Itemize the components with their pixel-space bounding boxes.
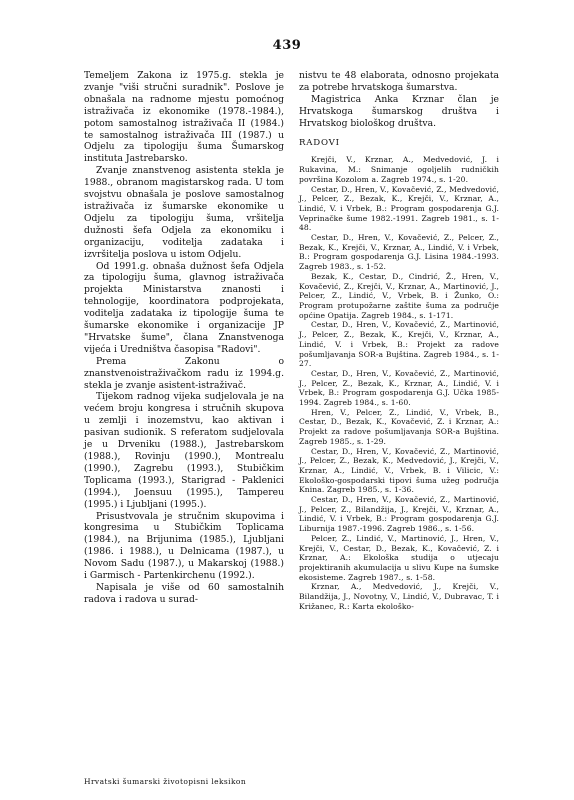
paragraph: Temeljem Zakona iz 1975.g. stekla je zvanje "viši stručni suradnik". Poslove je obnašala na radnome mjestu pomoćnog istraživača iz ekonomike (1978.-1984.), potom samostalnog istraživača II (1984.) te samostalnog istraživača III (1987.) u Odjelu za tipologiju šuma Šumarskog instituta Jastrebarsko. — [84, 70, 284, 165]
left-column — [84, 70, 284, 606]
paragraph: Od 1991.g. obnaša dužnost šefa Odjela za tipologiju šuma, glavnog istraživača projekta Ministarstva znanosti i tehnologije, koordinatora podprojekata, voditelja zadataka iz tipologije šuma te šumarske ekonomike i organizacije JP "Hrvatske šume", člana Znanstvenoga vijeća i Uredništva časopisa "Radovi". — [84, 260, 284, 355]
footer-text: Hrvatski šumarski životopisni leksikon — [84, 777, 247, 786]
paragraph: Prema Zakonu o znanstvenoistraživačkom radu iz 1994.g. stekla je zvanje asistent-istraživač. — [84, 355, 284, 391]
reference-entry: Hren, V., Pelcer, Z., Lindić, V., Vrbek, B., Cestar, D., Bezak, K., Kovačević, Z. i Krznar, A.: Projekt za radove pošumljavanja SOR-a Bujština. Zagreb 1985., s. 1-29. — [299, 407, 499, 446]
paragraph: nistvu te 48 elaborata, odnosno projekata za potrebe hrvatskoga šumarstva. — [299, 70, 499, 93]
reference-entry: Cestar, D., Hren, V., Kovačević, Z., Martinović, J., Pelcer, Z., Bezak, K., Krejči, V., Krznar, A., Lindić, V. i Vrbek, B.: Projekt za radove pošumljavanja SOR-a Bujština. Zagreb 1984., s. 1-27. — [299, 320, 499, 369]
page-number: 439 — [272, 38, 302, 53]
reference-entry: Krejči, V., Krznar, A., Medvedović, J. i Rukavina, M.: Snimanje ogoljelih rudničkih površina Kozolom a. Zagreb 1974., s. 1-20. — [299, 155, 499, 184]
reference-entry: Cestar, D., Hren, V., Kovačević, Z., Medvedović, J., Pelcer, Z., Bezak, K., Krejči, V., Krznar, A., Lindić, V. i Vrbek, B.: Program gospodarenja G.J. Veprinačke šume 1982.-1991. Zagreb 1981., s. 1-48. — [299, 184, 499, 233]
paragraph: Prisustvovala je stručnim skupovima i kongresima u Stubičkim Toplicama (1984.), na Brijunima (1985.), Ljubljani (1986. i 1988.), u Delnicama (1987.), u Novom Sadu (1987.), u Makarskoj (1988.) i Garmisch - Partenkirchenu (1992.). — [84, 510, 284, 582]
right-column — [299, 70, 499, 611]
paragraph: Napisala je više od 60 samostalnih radova i radova u surad- — [84, 581, 284, 605]
paragraph: Zvanje znanstvenog asistenta stekla je 1988., obranom magistarskog rada. U tom svojstvu obnašala je poslove samostalnog istraživača iz šumarske ekonomike u Odjelu za tipologiju šuma, vršitelja dužnosti šefa Odjela za ekonomiku i organizaciju, voditelja zadataka i izvršitelja poslova u istom Odjelu. — [84, 165, 284, 260]
reference-entry: Pelcer, Z., Lindić, V., Martinović, J., Hren, V., Krejči, V., Cestar, D., Bezak, K., Kovačević, Z. i Krznar, A.: Ekološka studija o utjecaju projektiranih akumulacija u slivu Kupe na šumske ekosisteme. Zagreb 1987., s. 1-58. — [299, 533, 499, 582]
paragraph: Magistrica Anka Krznar član je Hrvatskoga šumarskog društva i Hrvatskog biološkog društva. — [299, 93, 499, 129]
reference-entry: Bezak, K., Cestar, D., Cindrić, Ž., Hren, V., Kovačević, Z., Krejči, V., Krznar, A., Martinović, J., Pelcer, Z., Lindić, V., Vrbek, B. i Žunko, O.: Program protupožarne zaštite šuma za područje općine Opatija. Zagreb 1984., s. 1-171. — [299, 271, 499, 320]
reference-entry: Cestar, D., Hren, V., Kovačević, Z., Martinović, J., Pelcer, Z., Bezak, K., Medvedović, J., Krejči, V., Krznar, A., Lindić, V., Vrbek, B. i Vilicic, V.: Ekološko-gospodarski tipovi šuma užeg područja Knina. Zagreb 1985., s. 1-36. — [299, 446, 499, 495]
section-heading: RADOVI — [299, 137, 340, 148]
reference-entry: Cestar, D., Hren, V., Kovačević, Z., Pelcer, Z., Bezak, K., Krejči, V., Krznar, A., Lindić, V. i Vrbek, B.: Program gospodarenja G.J. Lisina 1984.-1993. Zagreb 1983., s. 1-52. — [299, 233, 499, 272]
reference-entry: Cestar, D., Hren, V., Kovačević, Z., Martinović, J., Pelcer, Z., Bezak, K., Krznar, A., Lindić, V. i Vrbek, B.: Program gospodarenja G.J. Učka 1985-1994. Zagreb 1984., s. 1-60. — [299, 368, 499, 408]
paragraph: Tijekom radnog vijeka sudjelovala je na većem broju kongresa i stručnih skupova u zemlji i inozemstvu, kao aktivan i pasivan sudionik. S referatom sudjelovala je u Drveniku (1988.), Jastrebarskom (1988.), Rovinju (1990.), Montrealu (1990.), Zagrebu (1993.), Stubičkim Toplicama (1993.), Starigrad - Paklenici (1994.), Joensuu (1995.), Tampereu (1995.) i Ljubljani (1995.). — [84, 391, 284, 510]
reference-entry: Krznar, A., Medvedović, J., Krejči, V., Bilandžija, J., Novotny, V., Lindić, V., Dubravac, T. i Križanec, R.: Karta ekološko- — [299, 582, 499, 611]
reference-entry: Cestar, D., Hren, V., Kovačević, Z., Martinović, J., Pelcer, Z., Bilandžija, J., Krejči, V., Krznar, A., Lindić, V. i Vrbek, B.: Program gospodarenja G.J. Liburnija 1987.-1996. Zagreb 1986., s. 1-56. — [299, 495, 499, 534]
